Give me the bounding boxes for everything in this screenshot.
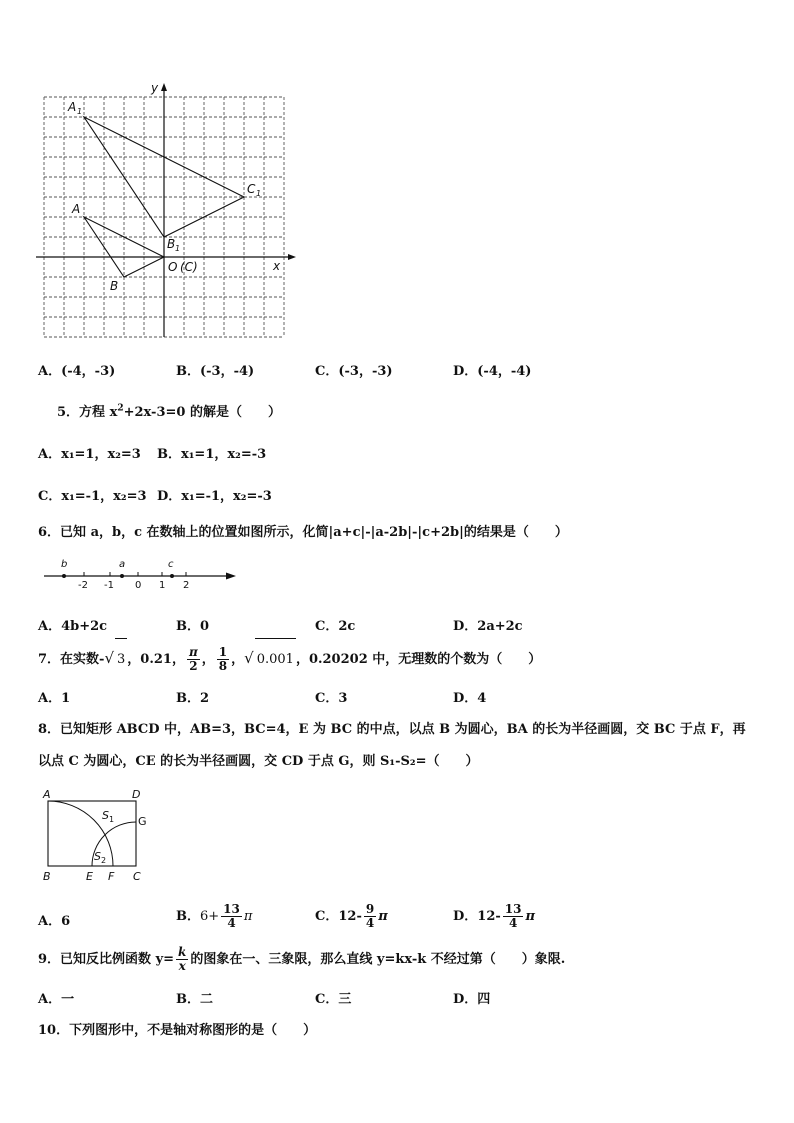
q8-option-d[interactable] bbox=[453, 897, 535, 937]
fig8-a: A bbox=[43, 788, 51, 801]
q8-stem-line1: 8．已知矩形 ABCD 中，AB=3，BC=4，E 为 BC 的中点，以点 B 为圆心，BA 的长为半径画圆，交 BC 于点 F，再 bbox=[38, 722, 746, 737]
q7-option-c[interactable]: C．3 bbox=[315, 691, 348, 706]
q9-x: x bbox=[178, 959, 186, 973]
q6-option-d[interactable]: D．2a+2c bbox=[453, 619, 523, 634]
q9-frac-k-x bbox=[176, 946, 188, 973]
q5-stem-pre: 5．方程 x bbox=[57, 405, 118, 420]
q7-s1: ，0.21， bbox=[127, 652, 185, 667]
q7-stem-pre: 7．在实数- bbox=[38, 652, 105, 667]
q8-stem-line2: 以点 C 为圆心，CE 的长为半径画圆，交 CD 于点 G，则 S₁-S₂=（ ） bbox=[38, 754, 479, 769]
q8-d-den: 4 bbox=[508, 916, 518, 930]
b1-sub: 1 bbox=[175, 244, 181, 253]
coordinate-grid-figure bbox=[30, 80, 310, 345]
q6-option-c[interactable]: C．2c bbox=[315, 619, 356, 634]
point-b bbox=[62, 574, 66, 578]
fig8-d: D bbox=[132, 788, 141, 801]
fig8-s1-sub: 1 bbox=[109, 815, 115, 824]
q8-b-num: 13 bbox=[223, 902, 240, 916]
nl-b-label: b bbox=[61, 559, 68, 570]
q7-pi: π bbox=[188, 645, 198, 659]
q7-s3: ， bbox=[231, 652, 245, 667]
q5-option-d[interactable]: D．x₁=-1，x₂=-3 bbox=[157, 489, 272, 504]
sqrt-icon: √ bbox=[104, 649, 115, 667]
rectangle-abcd bbox=[48, 801, 136, 866]
q6-stem: 6．已知 a，b，c 在数轴上的位置如图所示，化简|a+c|-|a-2b|-|c+2b|的结果是（ ） bbox=[38, 525, 568, 540]
q6-option-b[interactable]: B．0 bbox=[176, 619, 210, 634]
q7-sqrt3: 3 bbox=[115, 638, 127, 681]
x-axis-arrow bbox=[288, 254, 296, 260]
q8-b-pre: B． bbox=[176, 909, 200, 924]
q4-option-b[interactable]: B．(-3，-4) bbox=[176, 364, 255, 379]
nl-tick-0: 0 bbox=[135, 580, 142, 591]
y-axis-arrow bbox=[161, 83, 167, 91]
q7-one: 1 bbox=[218, 645, 228, 659]
q8-c-pi: π bbox=[378, 909, 388, 924]
q7-frac-1-8 bbox=[217, 646, 229, 673]
q7-option-b[interactable]: B．2 bbox=[176, 691, 210, 706]
q9-stem-pre: 9．已知反比例函数 y= bbox=[38, 952, 175, 967]
q8-option-c[interactable] bbox=[315, 897, 388, 937]
q8-c-frac bbox=[364, 903, 376, 930]
nl-tick-m1: -1 bbox=[104, 580, 114, 591]
x-label: x bbox=[273, 259, 281, 273]
q5-option-c[interactable]: C．x₁=-1，x₂=3 bbox=[38, 489, 147, 504]
q8-b-frac bbox=[221, 903, 242, 930]
q9-stem bbox=[38, 940, 565, 980]
q5-option-a[interactable]: A．x₁=1，x₂=3 bbox=[38, 447, 141, 462]
q5-stem-sup: 2 bbox=[117, 403, 124, 414]
q8-c-pre: C．12- bbox=[315, 909, 362, 924]
q8-c-den: 4 bbox=[365, 916, 375, 930]
point-a bbox=[120, 574, 124, 578]
q8-d-num: 13 bbox=[504, 902, 522, 916]
q7-eight: 8 bbox=[218, 659, 228, 673]
q8-d-pi: π bbox=[525, 909, 535, 924]
point-c bbox=[170, 574, 174, 578]
a-label: A bbox=[72, 202, 81, 216]
nl-tick-1: 1 bbox=[159, 580, 166, 591]
q7-stem-post: ，0.20202 中，无理数的个数为（ ） bbox=[295, 652, 542, 667]
number-line-arrow bbox=[226, 573, 236, 580]
q8-option-a[interactable]: A．6 bbox=[38, 914, 71, 929]
q5-option-b[interactable]: B．x₁=1，x₂=-3 bbox=[157, 447, 267, 462]
nl-c-label: c bbox=[168, 559, 174, 570]
q7-option-a[interactable]: A．1 bbox=[38, 691, 71, 706]
nl-a-label: a bbox=[119, 559, 126, 570]
nl-tick-2: 2 bbox=[183, 580, 190, 591]
q9-option-c[interactable]: C．三 bbox=[315, 992, 352, 1007]
fig8-e: E bbox=[86, 870, 93, 883]
q7-option-d[interactable]: D．4 bbox=[453, 691, 487, 706]
fig8-c: C bbox=[133, 870, 141, 883]
c1-label: C bbox=[247, 182, 256, 196]
q7-frac-pi-2 bbox=[187, 646, 200, 673]
q9-option-b[interactable]: B．二 bbox=[176, 992, 213, 1007]
fig8-b: B bbox=[43, 870, 51, 883]
q7-s2: ， bbox=[201, 652, 215, 667]
q4-option-c[interactable]: C．(-3，-3) bbox=[315, 364, 393, 379]
fig8-f: F bbox=[108, 870, 115, 883]
q7-sqrt-val: 0.001 bbox=[255, 638, 296, 681]
a1-sub: 1 bbox=[77, 107, 83, 116]
q8-b-den: 4 bbox=[227, 916, 236, 930]
q8-option-b[interactable] bbox=[176, 897, 252, 937]
q8-d-frac bbox=[503, 903, 524, 930]
q5-stem-post: +2x-3=0 的解是（ ） bbox=[123, 405, 281, 420]
fig8-s2-sub: 2 bbox=[101, 856, 107, 865]
q4-option-a[interactable]: A．(-4，-3) bbox=[38, 364, 116, 379]
o-label: O bbox=[168, 260, 178, 274]
oc-label: (C) bbox=[180, 260, 198, 274]
b1-label: B bbox=[167, 237, 176, 251]
q10-stem: 10．下列图形中，不是轴对称图形的是（ ） bbox=[38, 1023, 317, 1038]
q9-k: k bbox=[178, 945, 187, 959]
q5-stem bbox=[57, 401, 281, 420]
nl-tick-m2: -2 bbox=[78, 580, 88, 591]
rectangle-arcs-figure bbox=[36, 785, 156, 885]
a1-label: A bbox=[68, 100, 77, 114]
c1-sub: 1 bbox=[256, 189, 262, 198]
q8-d-pre: D．12- bbox=[453, 909, 501, 924]
q8-b-val: 6+ bbox=[200, 909, 220, 924]
q7-stem bbox=[38, 637, 541, 681]
fig8-s2: S bbox=[94, 850, 101, 863]
q9-option-a[interactable]: A．一 bbox=[38, 992, 75, 1007]
q8-c-num: 9 bbox=[365, 902, 375, 916]
sqrt-icon: √ bbox=[244, 649, 254, 667]
q4-option-d[interactable]: D．(-4，-4) bbox=[453, 364, 532, 379]
q8-b-pi: π bbox=[243, 909, 253, 924]
q9-stem-post: 的图象在一、三象限，那么直线 y=kx-k 不经过第（ ）象限. bbox=[190, 952, 566, 967]
q7-two: 2 bbox=[189, 659, 198, 673]
q6-option-a[interactable]: A．4b+2c bbox=[38, 619, 108, 634]
fig8-s1: S bbox=[102, 809, 109, 822]
q9-option-d[interactable]: D．四 bbox=[453, 992, 491, 1007]
y-label: y bbox=[151, 81, 159, 95]
fig8-g: G bbox=[138, 815, 147, 828]
number-line-figure bbox=[40, 556, 240, 592]
b-label: B bbox=[110, 279, 119, 293]
